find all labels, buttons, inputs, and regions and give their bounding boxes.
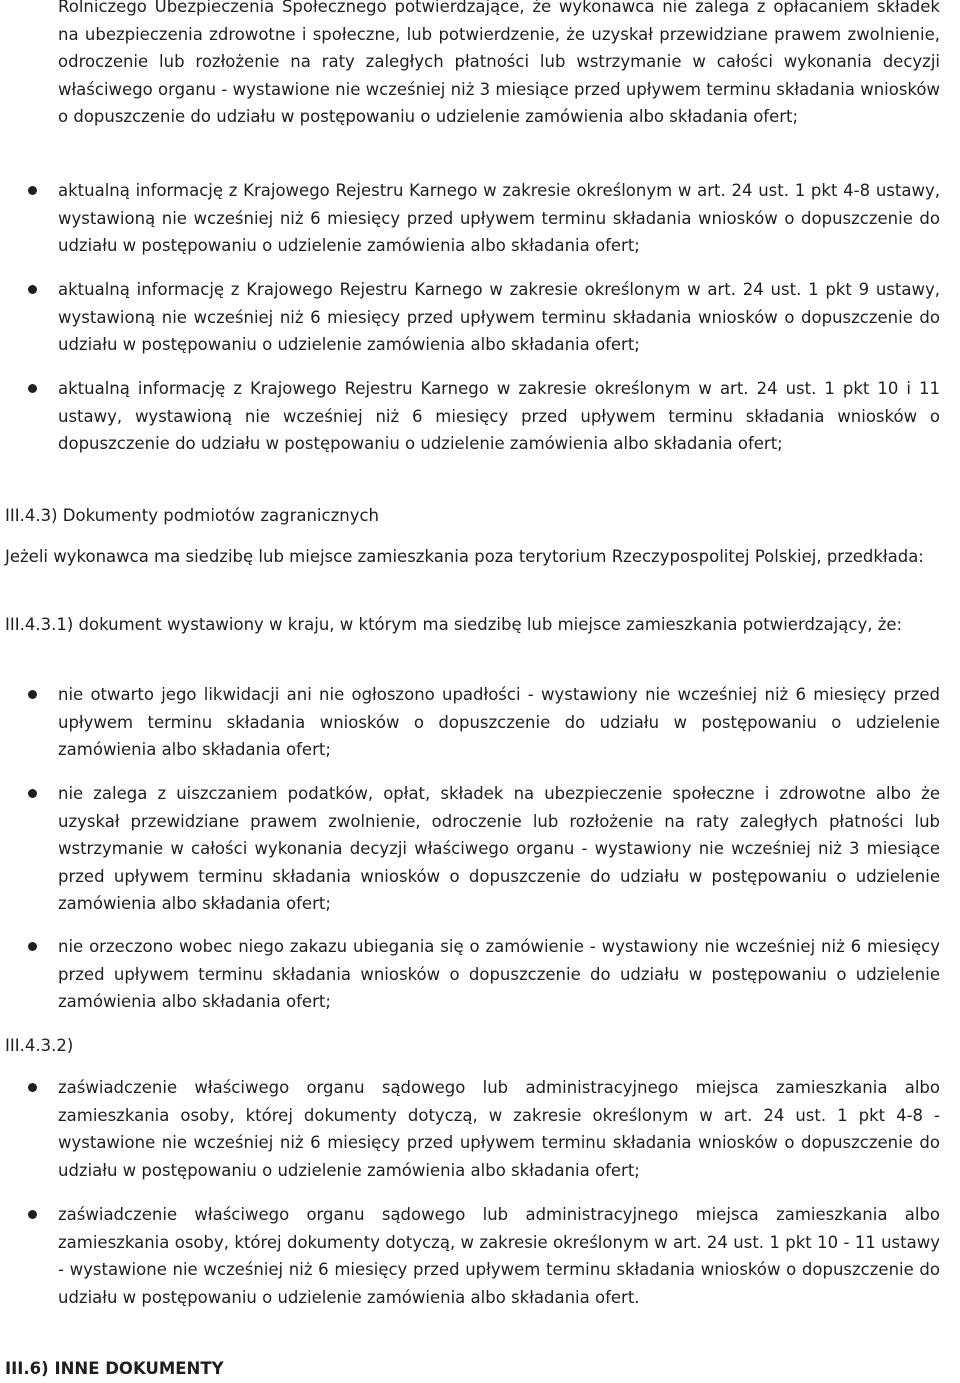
list-item: [28, 1201, 940, 1311]
section-intro-343: Jeżeli wykonawca ma siedzibę lub miejsce zamieszkania poza terytorium Rzeczypospolitej Polskiej, przedkłada:: [5, 547, 924, 566]
list-item: [28, 177, 940, 260]
list-item-text: nie orzeczono wobec niego zakazu ubiegania się o zamówienie - wystawiony nie wcześniej niż 6 miesięcy przed upływem terminu składania wniosków o dopuszczenie do udziału w postępowaniu o udzielenie zamówienia albo składania ofert;: [58, 937, 940, 1012]
list-item: [28, 933, 940, 1016]
list-item-text: zaświadczenie właściwego organu sądowego lub administracyjnego miejsca zamieszkania albo zamieszkania osoby, której dokumenty dotyczą, w zakresie określonym w art. 24 ust. 1 pkt 10 - 11 ustawy - wystawione nie wcześniej niż 6 miesięcy przed upływem terminu składania wniosków o dopuszczenie do udziału w postępowaniu o udzielenie zamówienia albo składania ofert.: [58, 1205, 940, 1307]
list-item-text: aktualną informację z Krajowego Rejestru Karnego w zakresie określonym w art. 24 ust. 1 pkt 9 ustawy, wystawioną nie wcześniej niż 6 miesięcy przed upływem terminu składania wniosków o dopuszczenie do udziału w postępowaniu o udzielenie zamówienia albo składania ofert;: [58, 280, 940, 355]
list-item: [28, 1074, 940, 1184]
lead-paragraph: Rolniczego Ubezpieczenia Społecznego potwierdzające, że wykonawca nie zalega z opłacaniem składek na ubezpieczenia zdrowotne i społeczne, lub potwierdzenie, że uzyskał przewidziane prawem zwolnienie, odroczenie lub rozłożenie na raty zaległych płatności lub wstrzymanie w całości wykonania decyzji właściwego organu - wystawione nie wcześniej niż 3 miesiące przed upływem terminu składania wniosków o dopuszczenie do udziału w postępowaniu o udzielenie zamówienia albo składania ofert;: [58, 0, 940, 127]
bullet-icon: [28, 1083, 37, 1092]
list-item-text: zaświadczenie właściwego organu sądowego lub administracyjnego miejsca zamieszkania albo zamieszkania osoby, której dokumenty dotyczą, w zakresie określonym w art. 24 ust. 1 pkt 4-8 - wystawione nie wcześniej niż 6 miesięcy przed upływem terminu składania wniosków o dopuszczenie do udziału w postępowaniu o udzielenie zamówienia albo składania ofert;: [58, 1078, 940, 1180]
list-item-text: nie otwarto jego likwidacji ani nie ogłoszono upadłości - wystawiony nie wcześniej niż 6 miesięcy przed upływem terminu składania wniosków o dopuszczenie do udziału w postępowaniu o udzielenie zamówienia albo składania ofert;: [58, 685, 940, 760]
list-item: [28, 780, 940, 918]
list-item-text: nie zalega z uiszczaniem podatków, opłat, składek na ubezpieczenie społeczne i zdrowotne albo że uzyskał przewidziane prawem zwolnienie, odroczenie lub rozłożenie na raty zaległych płatności lub wstrzymanie w całości wykonania decyzji właściwego organu - wystawiony nie wcześniej niż 3 miesiące przed upływem terminu składania wniosków o dopuszczenie do udziału w postępowaniu o udzielenie zamówienia albo składania ofert;: [58, 784, 940, 914]
bullet-icon: [28, 186, 37, 195]
bullet-icon: [28, 789, 37, 798]
section-heading-343: III.4.3) Dokumenty podmiotów zagranicznych: [5, 506, 379, 525]
list-item: [28, 276, 940, 359]
list-item-text: aktualną informację z Krajowego Rejestru Karnego w zakresie określonym w art. 24 ust. 1 pkt 10 i 11 ustawy, wystawioną nie wcześniej niż 6 miesięcy przed upływem terminu składania wniosków o dopuszczenie do udziału w postępowaniu o udzielenie zamówienia albo składania ofert;: [58, 379, 940, 454]
section-heading-3432: III.4.3.2): [5, 1036, 74, 1055]
list-item: [28, 681, 940, 764]
section-heading-36: III.6) INNE DOKUMENTY: [5, 1359, 224, 1378]
bullet-icon: [28, 690, 37, 699]
list-item-text: aktualną informację z Krajowego Rejestru Karnego w zakresie określonym w art. 24 ust. 1 pkt 4-8 ustawy, wystawioną nie wcześniej niż 6 miesięcy przed upływem terminu składania wniosków o dopuszczenie do udziału w postępowaniu o udzielenie zamówienia albo składania ofert;: [58, 181, 940, 256]
bullet-icon: [28, 384, 37, 393]
bullet-icon: [28, 1210, 37, 1219]
section-heading-3431: III.4.3.1) dokument wystawiony w kraju, w którym ma siedzibę lub miejsce zamieszkania potwierdzający, że:: [5, 615, 903, 634]
bullet-icon: [28, 942, 37, 951]
bullet-icon: [28, 285, 37, 294]
list-item: [28, 375, 940, 458]
